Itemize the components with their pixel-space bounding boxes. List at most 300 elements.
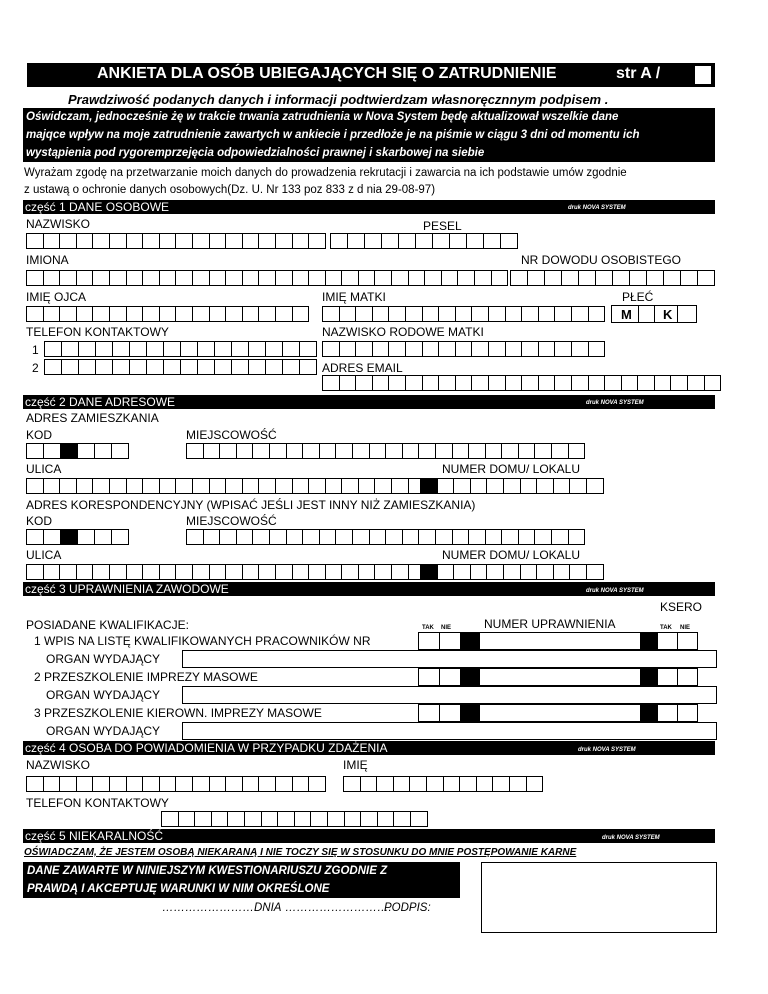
char-cell[interactable]: [355, 341, 373, 357]
char-cell[interactable]: [534, 443, 552, 459]
char-cell[interactable]: [521, 375, 539, 391]
char-cell[interactable]: [26, 233, 44, 249]
qual-1-ksero-nie[interactable]: [677, 632, 698, 650]
char-cell[interactable]: [374, 564, 392, 580]
char-cell[interactable]: [203, 443, 221, 459]
char-cell[interactable]: [142, 270, 160, 286]
char-cell[interactable]: [225, 270, 243, 286]
char-cell[interactable]: [471, 341, 489, 357]
char-cell[interactable]: [286, 443, 304, 459]
char-cell[interactable]: [488, 375, 506, 391]
char-cell[interactable]: [680, 270, 698, 286]
char-cell[interactable]: [687, 375, 705, 391]
char-cell[interactable]: [470, 478, 488, 494]
char-cell[interactable]: [59, 776, 77, 792]
char-cell[interactable]: [538, 341, 556, 357]
contact-name-field[interactable]: [343, 776, 542, 792]
char-cell[interactable]: [322, 306, 340, 322]
char-cell[interactable]: [435, 529, 453, 545]
char-cell[interactable]: [269, 529, 287, 545]
char-cell[interactable]: [26, 443, 44, 459]
char-cell[interactable]: [670, 375, 688, 391]
qual-1-number[interactable]: [479, 632, 641, 650]
char-cell[interactable]: [43, 564, 61, 580]
char-cell[interactable]: [335, 443, 353, 459]
char-cell[interactable]: [242, 306, 260, 322]
char-cell[interactable]: [468, 443, 486, 459]
char-cell[interactable]: [163, 359, 181, 375]
char-cell[interactable]: [410, 811, 428, 827]
char-cell[interactable]: [457, 270, 475, 286]
char-cell[interactable]: [163, 341, 181, 357]
char-cell[interactable]: [219, 529, 237, 545]
char-cell[interactable]: [520, 564, 538, 580]
page-number-box[interactable]: [694, 65, 712, 85]
char-cell[interactable]: [501, 529, 519, 545]
char-cell[interactable]: [43, 529, 61, 545]
char-cell[interactable]: [374, 270, 392, 286]
char-cell[interactable]: [372, 306, 390, 322]
char-cell[interactable]: [402, 529, 420, 545]
char-cell[interactable]: [385, 443, 403, 459]
char-cell[interactable]: [388, 375, 406, 391]
char-cell[interactable]: [381, 233, 399, 249]
char-cell[interactable]: [275, 776, 293, 792]
char-cell[interactable]: [192, 270, 210, 286]
char-cell[interactable]: [327, 811, 345, 827]
char-cell[interactable]: [78, 341, 96, 357]
pesel-field[interactable]: [330, 233, 517, 249]
char-cell[interactable]: [292, 564, 310, 580]
char-cell[interactable]: [355, 306, 373, 322]
char-cell[interactable]: [438, 375, 456, 391]
char-cell[interactable]: [385, 529, 403, 545]
char-cell[interactable]: [443, 776, 461, 792]
char-cell[interactable]: [109, 564, 127, 580]
char-cell[interactable]: [571, 341, 589, 357]
char-cell[interactable]: [330, 233, 348, 249]
char-cell[interactable]: [95, 359, 113, 375]
char-cell[interactable]: [192, 564, 210, 580]
char-cell[interactable]: [391, 270, 409, 286]
char-cell[interactable]: [393, 811, 411, 827]
char-cell[interactable]: [92, 564, 110, 580]
char-cell[interactable]: [43, 776, 61, 792]
char-cell[interactable]: [369, 443, 387, 459]
char-cell[interactable]: [571, 306, 589, 322]
qual-3-tak[interactable]: [418, 704, 440, 722]
char-cell[interactable]: [486, 564, 504, 580]
char-cell[interactable]: [282, 341, 300, 357]
char-cell[interactable]: [505, 341, 523, 357]
char-cell[interactable]: [569, 478, 587, 494]
char-cell[interactable]: [78, 359, 96, 375]
char-cell[interactable]: [242, 478, 260, 494]
qual-2-organ[interactable]: [182, 686, 717, 704]
char-cell[interactable]: [43, 478, 61, 494]
char-cell[interactable]: [335, 529, 353, 545]
char-cell[interactable]: [358, 478, 376, 494]
char-cell[interactable]: [126, 233, 144, 249]
char-cell[interactable]: [470, 564, 488, 580]
char-cell[interactable]: [236, 529, 254, 545]
char-cell[interactable]: [275, 306, 293, 322]
char-cell[interactable]: [129, 359, 147, 375]
char-cell[interactable]: [612, 270, 630, 286]
char-cell[interactable]: [544, 270, 562, 286]
char-cell[interactable]: [209, 776, 227, 792]
char-cell[interactable]: [209, 270, 227, 286]
char-cell[interactable]: [534, 529, 552, 545]
char-cell[interactable]: [142, 776, 160, 792]
char-cell[interactable]: [302, 443, 320, 459]
char-cell[interactable]: [126, 564, 144, 580]
char-cell[interactable]: [372, 375, 390, 391]
char-cell[interactable]: [76, 776, 94, 792]
char-cell[interactable]: [269, 443, 287, 459]
char-cell[interactable]: [92, 233, 110, 249]
char-cell[interactable]: [76, 564, 94, 580]
char-cell[interactable]: [471, 375, 489, 391]
char-cell[interactable]: [26, 270, 44, 286]
char-cell[interactable]: [437, 564, 455, 580]
char-cell[interactable]: [374, 478, 392, 494]
char-cell[interactable]: [352, 529, 370, 545]
char-cell[interactable]: [258, 776, 276, 792]
char-cell[interactable]: [225, 233, 243, 249]
char-cell[interactable]: [302, 529, 320, 545]
char-cell[interactable]: [452, 443, 470, 459]
char-cell[interactable]: [503, 564, 521, 580]
char-cell[interactable]: [358, 564, 376, 580]
char-cell[interactable]: [518, 529, 536, 545]
char-cell[interactable]: [360, 776, 378, 792]
char-cell[interactable]: [277, 811, 295, 827]
residence-street[interactable]: [26, 478, 424, 494]
char-cell[interactable]: [341, 270, 359, 286]
char-cell[interactable]: [59, 564, 77, 580]
char-cell[interactable]: [476, 776, 494, 792]
char-cell[interactable]: [95, 341, 113, 357]
char-cell[interactable]: [236, 443, 254, 459]
char-cell[interactable]: [510, 270, 528, 286]
char-cell[interactable]: [265, 341, 283, 357]
char-cell[interactable]: [538, 375, 556, 391]
char-cell[interactable]: [76, 270, 94, 286]
char-cell[interactable]: [126, 306, 144, 322]
char-cell[interactable]: [175, 233, 193, 249]
char-cell[interactable]: [554, 341, 572, 357]
char-cell[interactable]: [286, 529, 304, 545]
char-cell[interactable]: [325, 564, 343, 580]
char-cell[interactable]: [553, 564, 571, 580]
char-cell[interactable]: [405, 341, 423, 357]
char-cell[interactable]: [294, 811, 312, 827]
char-cell[interactable]: [76, 306, 94, 322]
char-cell[interactable]: [468, 529, 486, 545]
names-field[interactable]: [26, 270, 507, 286]
char-cell[interactable]: [492, 776, 510, 792]
char-cell[interactable]: [621, 375, 639, 391]
char-cell[interactable]: [339, 306, 357, 322]
char-cell[interactable]: [325, 270, 343, 286]
char-cell[interactable]: [292, 478, 310, 494]
char-cell[interactable]: [422, 306, 440, 322]
char-cell[interactable]: [192, 233, 210, 249]
char-cell[interactable]: [26, 776, 44, 792]
char-cell[interactable]: [76, 233, 94, 249]
sex-k-box[interactable]: K: [654, 305, 678, 323]
char-cell[interactable]: [505, 375, 523, 391]
char-cell[interactable]: [343, 776, 361, 792]
char-cell[interactable]: [435, 443, 453, 459]
char-cell[interactable]: [518, 443, 536, 459]
char-cell[interactable]: [44, 341, 62, 357]
char-cell[interactable]: [61, 359, 79, 375]
char-cell[interactable]: [391, 564, 409, 580]
char-cell[interactable]: [393, 776, 411, 792]
sex-m-box[interactable]: M: [611, 305, 639, 323]
char-cell[interactable]: [161, 811, 179, 827]
char-cell[interactable]: [109, 233, 127, 249]
char-cell[interactable]: [94, 443, 112, 459]
char-cell[interactable]: [109, 776, 127, 792]
char-cell[interactable]: [377, 811, 395, 827]
char-cell[interactable]: [422, 341, 440, 357]
char-cell[interactable]: [258, 233, 276, 249]
char-cell[interactable]: [146, 341, 164, 357]
char-cell[interactable]: [503, 478, 521, 494]
char-cell[interactable]: [536, 564, 554, 580]
contact-surname-field[interactable]: [26, 776, 325, 792]
char-cell[interactable]: [43, 270, 61, 286]
char-cell[interactable]: [561, 270, 579, 286]
char-cell[interactable]: [521, 341, 539, 357]
char-cell[interactable]: [341, 564, 359, 580]
char-cell[interactable]: [308, 776, 326, 792]
char-cell[interactable]: [459, 776, 477, 792]
char-cell[interactable]: [61, 341, 79, 357]
char-cell[interactable]: [214, 359, 232, 375]
char-cell[interactable]: [488, 341, 506, 357]
char-cell[interactable]: [402, 443, 420, 459]
char-cell[interactable]: [275, 233, 293, 249]
char-cell[interactable]: [282, 359, 300, 375]
father-name-field[interactable]: [26, 306, 308, 322]
char-cell[interactable]: [219, 443, 237, 459]
char-cell[interactable]: [142, 478, 160, 494]
char-cell[interactable]: [197, 359, 215, 375]
char-cell[interactable]: [248, 341, 266, 357]
char-cell[interactable]: [126, 478, 144, 494]
char-cell[interactable]: [455, 341, 473, 357]
char-cell[interactable]: [225, 306, 243, 322]
char-cell[interactable]: [578, 270, 596, 286]
char-cell[interactable]: [347, 233, 365, 249]
char-cell[interactable]: [568, 529, 586, 545]
char-cell[interactable]: [186, 443, 204, 459]
char-cell[interactable]: [415, 233, 433, 249]
char-cell[interactable]: [588, 375, 606, 391]
char-cell[interactable]: [225, 776, 243, 792]
char-cell[interactable]: [491, 270, 509, 286]
char-cell[interactable]: [339, 341, 357, 357]
char-cell[interactable]: [225, 564, 243, 580]
qual-3-ksero-tak[interactable]: [657, 704, 678, 722]
char-cell[interactable]: [595, 270, 613, 286]
char-cell[interactable]: [94, 529, 112, 545]
char-cell[interactable]: [258, 270, 276, 286]
char-cell[interactable]: [175, 478, 193, 494]
char-cell[interactable]: [175, 270, 193, 286]
char-cell[interactable]: [175, 564, 193, 580]
qual-3-ksero-nie[interactable]: [677, 704, 698, 722]
char-cell[interactable]: [258, 306, 276, 322]
char-cell[interactable]: [391, 478, 409, 494]
char-cell[interactable]: [422, 375, 440, 391]
residence-house[interactable]: [420, 478, 603, 494]
char-cell[interactable]: [211, 811, 229, 827]
char-cell[interactable]: [76, 478, 94, 494]
char-cell[interactable]: [186, 529, 204, 545]
char-cell[interactable]: [244, 811, 262, 827]
char-cell[interactable]: [146, 359, 164, 375]
char-cell[interactable]: [197, 341, 215, 357]
char-cell[interactable]: [364, 233, 382, 249]
char-cell[interactable]: [405, 375, 423, 391]
corr-postcode[interactable]: [26, 529, 128, 545]
char-cell[interactable]: [424, 270, 442, 286]
char-cell[interactable]: [159, 564, 177, 580]
mother-name-field[interactable]: [322, 306, 604, 322]
char-cell[interactable]: [109, 478, 127, 494]
char-cell[interactable]: [77, 443, 95, 459]
corr-street[interactable]: [26, 564, 424, 580]
char-cell[interactable]: [398, 233, 416, 249]
char-cell[interactable]: [126, 776, 144, 792]
char-cell[interactable]: [209, 478, 227, 494]
qual-3-organ[interactable]: [182, 722, 717, 740]
char-cell[interactable]: [194, 811, 212, 827]
char-cell[interactable]: [292, 270, 310, 286]
char-cell[interactable]: [453, 564, 471, 580]
char-cell[interactable]: [178, 811, 196, 827]
char-cell[interactable]: [471, 306, 489, 322]
corr-house[interactable]: [420, 564, 603, 580]
char-cell[interactable]: [252, 529, 270, 545]
char-cell[interactable]: [248, 359, 266, 375]
phone-1-field[interactable]: [44, 341, 316, 357]
char-cell[interactable]: [520, 478, 538, 494]
char-cell[interactable]: [299, 359, 317, 375]
char-cell[interactable]: [501, 443, 519, 459]
char-cell[interactable]: [551, 529, 569, 545]
char-cell[interactable]: [26, 529, 44, 545]
char-cell[interactable]: [192, 306, 210, 322]
sex-m-check[interactable]: [638, 305, 655, 323]
char-cell[interactable]: [77, 529, 95, 545]
char-cell[interactable]: [111, 443, 129, 459]
char-cell[interactable]: [536, 478, 554, 494]
char-cell[interactable]: [449, 233, 467, 249]
char-cell[interactable]: [43, 443, 61, 459]
char-cell[interactable]: [192, 776, 210, 792]
char-cell[interactable]: [553, 478, 571, 494]
char-cell[interactable]: [126, 270, 144, 286]
char-cell[interactable]: [319, 443, 337, 459]
char-cell[interactable]: [242, 564, 260, 580]
char-cell[interactable]: [142, 564, 160, 580]
char-cell[interactable]: [59, 233, 77, 249]
char-cell[interactable]: [588, 306, 606, 322]
char-cell[interactable]: [432, 233, 450, 249]
char-cell[interactable]: [405, 306, 423, 322]
char-cell[interactable]: [43, 233, 61, 249]
char-cell[interactable]: [265, 359, 283, 375]
char-cell[interactable]: [59, 270, 77, 286]
char-cell[interactable]: [452, 529, 470, 545]
char-cell[interactable]: [109, 270, 127, 286]
char-cell[interactable]: [418, 529, 436, 545]
char-cell[interactable]: [486, 478, 504, 494]
char-cell[interactable]: [455, 375, 473, 391]
char-cell[interactable]: [142, 306, 160, 322]
char-cell[interactable]: [261, 811, 279, 827]
char-cell[interactable]: [252, 443, 270, 459]
surname-field[interactable]: [26, 233, 325, 249]
char-cell[interactable]: [654, 375, 672, 391]
char-cell[interactable]: [437, 478, 455, 494]
char-cell[interactable]: [586, 564, 604, 580]
char-cell[interactable]: [466, 233, 484, 249]
char-cell[interactable]: [604, 375, 622, 391]
char-cell[interactable]: [310, 811, 328, 827]
char-cell[interactable]: [355, 375, 373, 391]
char-cell[interactable]: [509, 776, 527, 792]
char-cell[interactable]: [474, 270, 492, 286]
char-cell[interactable]: [554, 306, 572, 322]
char-cell[interactable]: [92, 270, 110, 286]
char-cell[interactable]: [242, 233, 260, 249]
qual-2-tak[interactable]: [418, 668, 440, 686]
char-cell[interactable]: [308, 478, 326, 494]
id-card-field[interactable]: [510, 270, 714, 286]
char-cell[interactable]: [242, 270, 260, 286]
char-cell[interactable]: [344, 811, 362, 827]
sex-k-check[interactable]: [677, 305, 697, 323]
char-cell[interactable]: [175, 306, 193, 322]
char-cell[interactable]: [26, 306, 44, 322]
qual-1-tak[interactable]: [418, 632, 440, 650]
char-cell[interactable]: [322, 375, 340, 391]
char-cell[interactable]: [500, 233, 518, 249]
char-cell[interactable]: [637, 375, 655, 391]
char-cell[interactable]: [192, 478, 210, 494]
char-cell[interactable]: [388, 306, 406, 322]
char-cell[interactable]: [369, 529, 387, 545]
char-cell[interactable]: [526, 776, 544, 792]
char-cell[interactable]: [554, 375, 572, 391]
char-cell[interactable]: [308, 564, 326, 580]
char-cell[interactable]: [44, 359, 62, 375]
char-cell[interactable]: [43, 306, 61, 322]
char-cell[interactable]: [568, 443, 586, 459]
char-cell[interactable]: [258, 478, 276, 494]
char-cell[interactable]: [485, 529, 503, 545]
char-cell[interactable]: [175, 776, 193, 792]
qual-2-nie[interactable]: [439, 668, 461, 686]
qual-1-ksero-tak[interactable]: [657, 632, 678, 650]
